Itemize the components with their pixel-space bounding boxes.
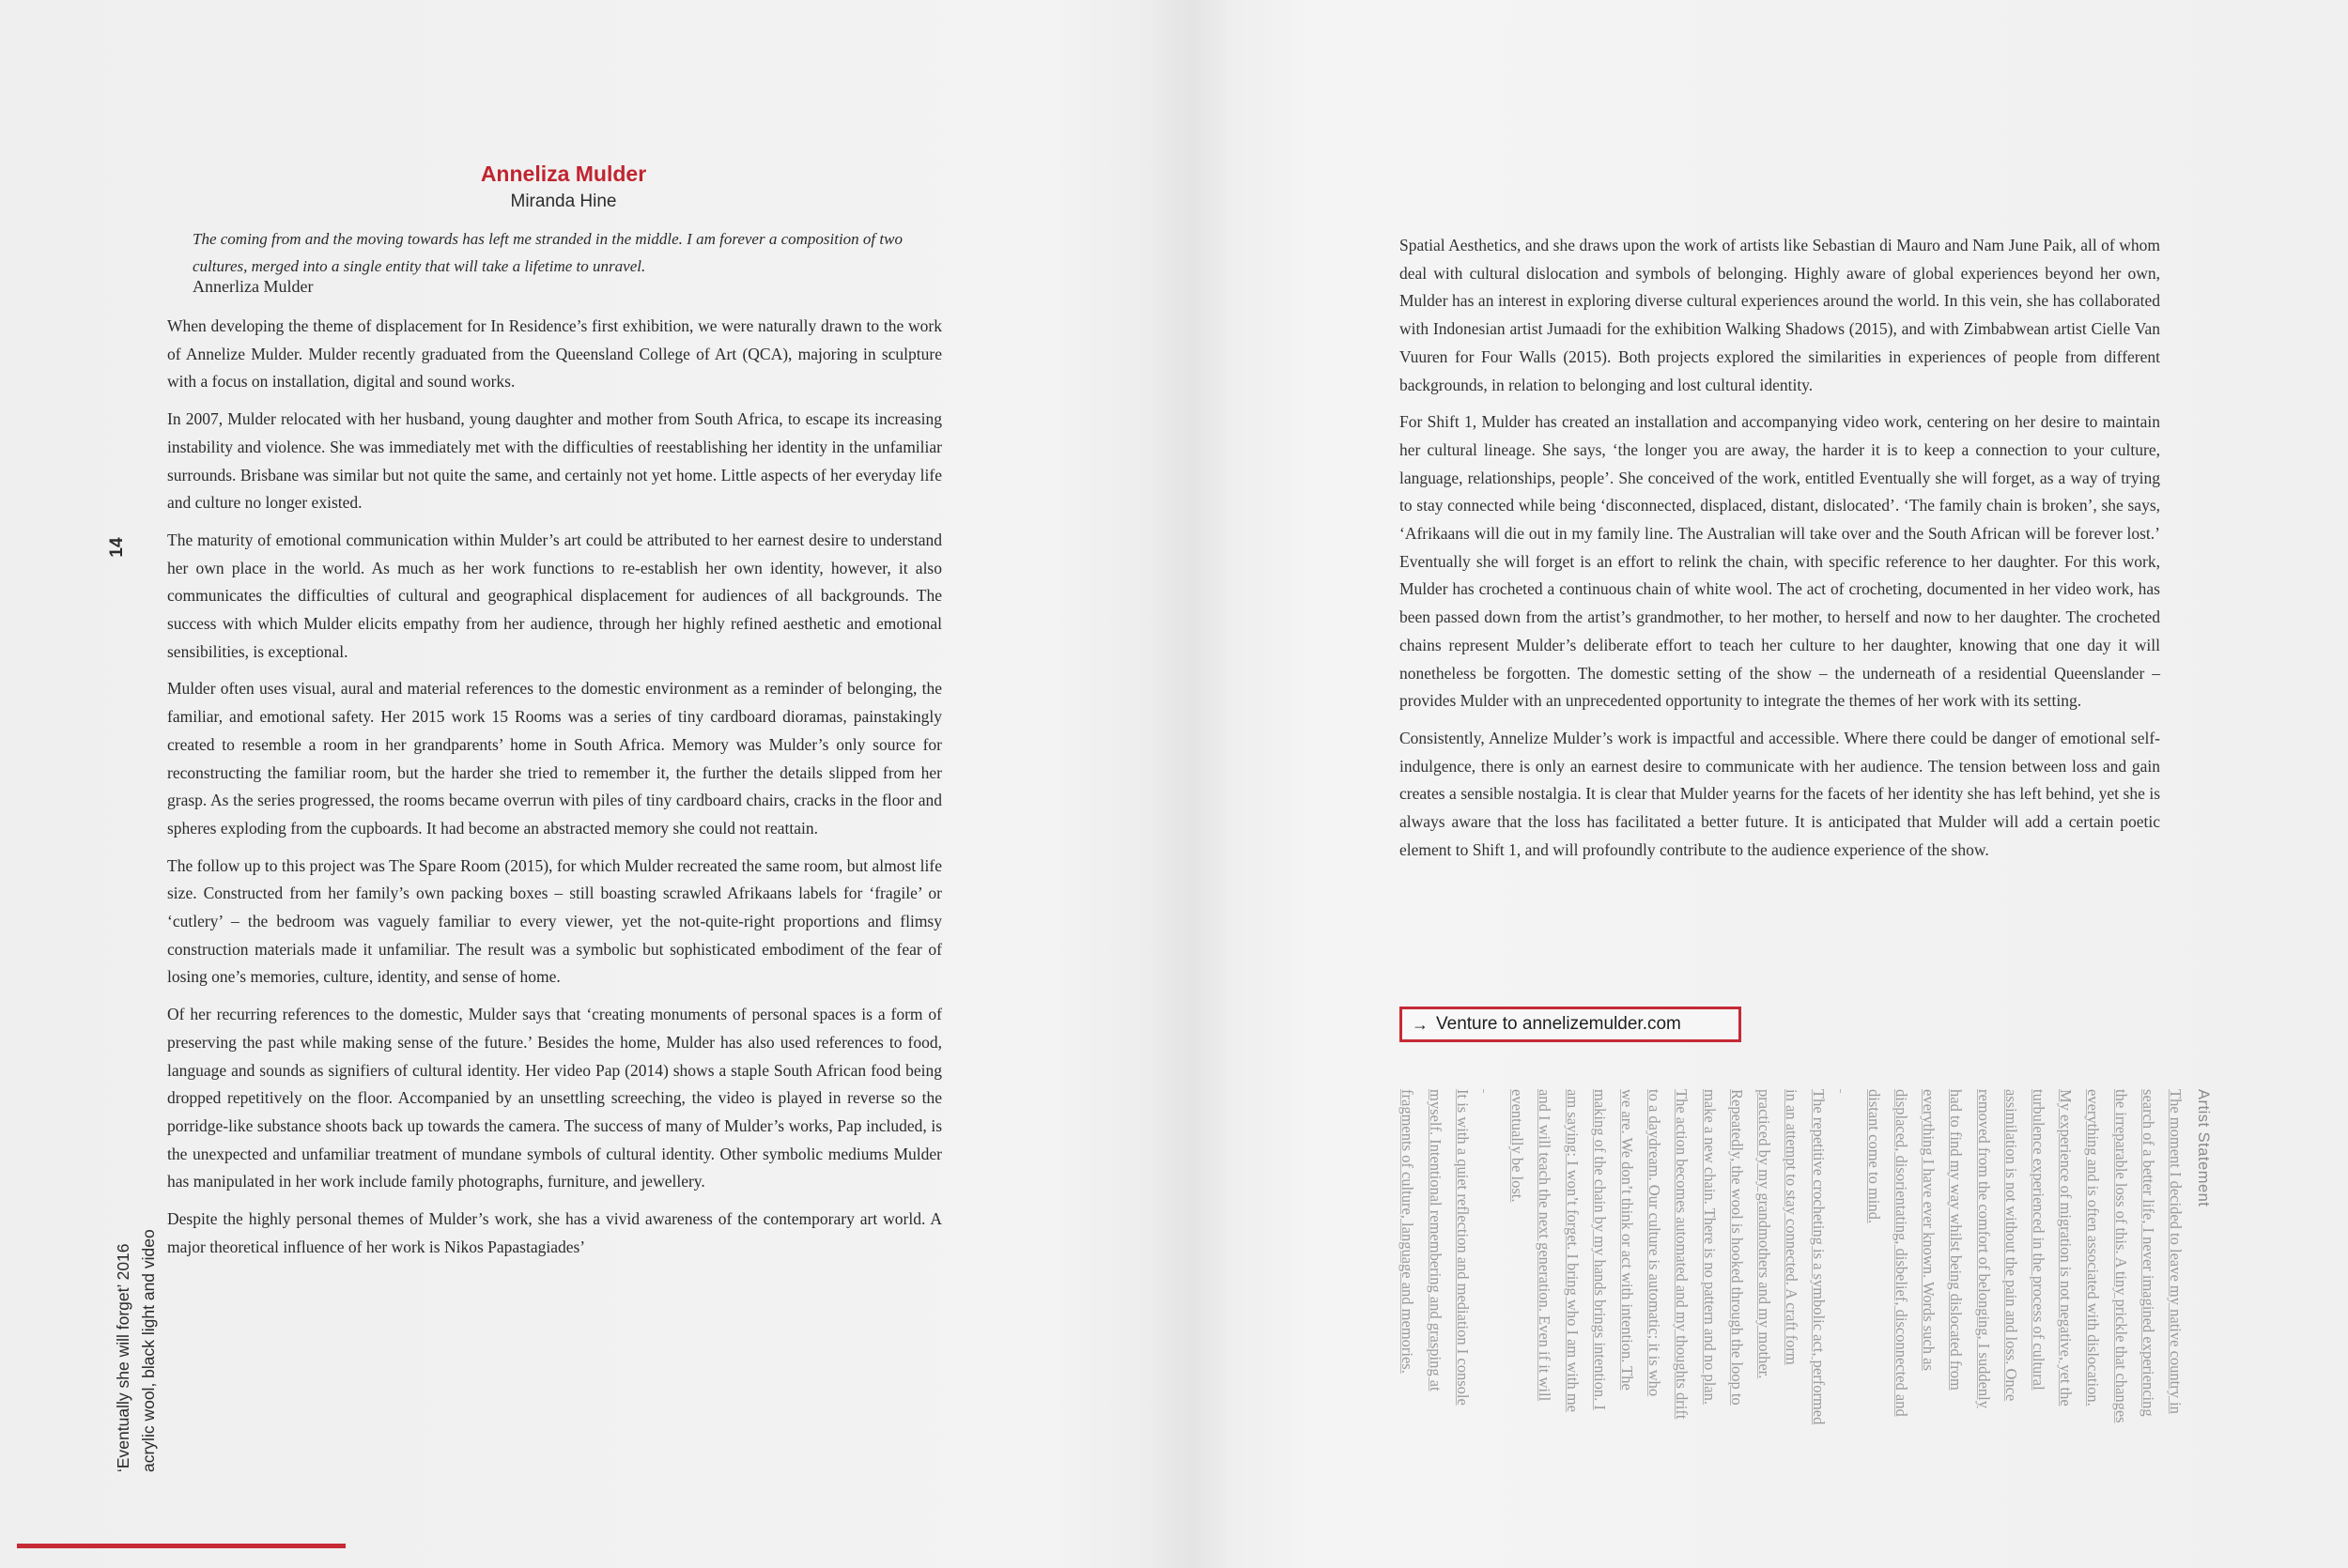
right-body-column <box>1399 232 2160 873</box>
body-paragraph: In 2007, Mulder relocated with her husband, young daughter and mother from South Africa, to escape its increasing instability and violence. She was immediately met with the difficulties of reestablishing her identity in the unfamiliar surrounds. Brisbane was similar but not quite the same, and certainly not yet home. Little aspects of her everyday life and culture no longer existed. <box>167 409 942 513</box>
artist-statement-line: and I will teach the next generation. Even if it will <box>1536 1089 1554 1402</box>
artist-statement <box>1398 1089 2217 1502</box>
artist-statement-line: The action becomes automated and my thoughts drift <box>1673 1089 1691 1420</box>
artist-statement-line: making of the chain by my hands brings intention. I <box>1590 1089 1609 1410</box>
article-title: Anneliza Mulder <box>480 161 647 186</box>
body-paragraph: Spatial Aesthetics, and she draws upon the work of artists like Sebastian di Mauro and Nam June Paik, all of whom deal with cultural dislocation and symbols of belonging. Highly aware of global experiences beyond her own, Mulder has an interest in exploring diverse cultural experiences around the world. In this vein, she has collaborated with Indonesian artist Jumaadi for the exhibition Walking Shadows (2015), and with Zimbabwean artist Cielle Van Vuuren for Four Walls (2015). Both projects explored the similarities in experiences of people from different backgrounds, in relation to belonging and lost cultural identity. <box>1399 236 2160 394</box>
artist-statement-line: The repetitive crocheting is a symbolic act, performed <box>1810 1089 1829 1425</box>
artist-statement-line: practiced by my grandmothers and my mother. <box>1754 1089 1773 1379</box>
caption-medium: acrylic wool, black light and video <box>139 1229 158 1472</box>
caption-title: ‘Eventually she will forget’ 2016 <box>114 1243 132 1472</box>
left-body-column <box>167 313 942 1262</box>
artist-statement-line: the irreparable loss of this. A tiny prickle that changes <box>2111 1089 2130 1423</box>
page-gutter <box>1151 0 1235 1568</box>
article-author: Miranda Hine <box>510 192 617 211</box>
arrow-right-icon: → <box>1412 1014 1429 1034</box>
artist-statement-line: removed from the comfort of belonging, I suddenly <box>1974 1089 1993 1408</box>
artist-statement-line <box>1476 1089 1504 1502</box>
artist-statement-line: assimilation is not without the pain and loss. Once <box>2001 1089 2020 1402</box>
artist-statement-line: make a new chain. There is no pattern and no plan. <box>1700 1089 1719 1405</box>
accent-rule <box>17 1544 346 1548</box>
artist-statement-heading: Artist Statement <box>2195 1089 2212 1207</box>
artist-statement-line: everything I have ever known. Words such as <box>1920 1089 1939 1371</box>
body-paragraph: Mulder often uses visual, aural and material references to the domestic environment as a reminder of belonging, the familiar, and emotional safety. Her 2015 work 15 Rooms was a series of tiny cardboard dioramas, painstakingly created to resemble a room in her grandparents’ home in South Africa. Memory was Mulder’s only source for reconstructing the familiar room, but the harder she tried to remember it, the further the details slipped from her grasp. As the series progressed, the rooms became overrun with piles of tiny cardboard chairs, cracks in the floor and spheres exploding from the cupboards. It had become an abstracted memory she could not reattain. <box>167 679 942 838</box>
artist-statement-line: to a daydream. Our culture is automatic; it is who <box>1645 1089 1664 1397</box>
artist-statement-line: turbulence experienced in the process of cultural <box>2029 1089 2047 1391</box>
artist-statement-line: had to find my way whilst being dislocated from <box>1947 1089 1966 1391</box>
artist-statement-line: we are. We don’t think or act with intention. The <box>1617 1089 1636 1391</box>
artist-website-link-label: Venture to annelizemulder.com <box>1436 1014 1681 1034</box>
body-paragraph: Consistently, Annelize Mulder’s work is impactful and accessible. Where there could be danger of emotional self-indulgence, there is only an earnest desire to communicate with her audience. The tension between loss and gain creates a sensible nostalgia. It is clear that Mulder yearns for the facets of her identity she has left behind, yet she is always aware that the loss has facilitated a better future. It is anticipated that Mulder will add a certain poetic element to Shift 1, and will profoundly contribute to the audience experience of the show. <box>1399 728 2160 859</box>
artist-statement-line: fragments of culture, language and memories. <box>1398 1089 1417 1374</box>
artist-statement-line: distant come to mind. <box>1864 1089 1883 1223</box>
page-number: 14 <box>107 537 127 558</box>
artist-statement-line: eventually be lost. <box>1508 1089 1527 1203</box>
image-caption <box>111 1162 162 1472</box>
epigraph-attribution: Annerliza Mulder <box>193 277 314 296</box>
body-paragraph: The maturity of emotional communication within Mulder’s art could be attributed to her earnest desire to understand her own place in the world. As much as her work functions to re-establish her own identity, however, it also communicates the difficulties of cultural and geographical displacement for audiences of all backgrounds. The success with which Mulder elicits empathy from her audience, through her highly refined aesthetic and emotional sensibilities, is exceptional. <box>167 530 942 661</box>
body-paragraph: Of her recurring references to the domestic, Mulder says that ‘creating monuments of personal spaces is a form of preserving the past while making sense of the future.’ Besides the home, Mulder has also used references to food, language and sounds as signifiers of cultural identity. Her video Pap (2014) shows a staple South African food being dropped repetitively on the floor. Accompanied by an unsettling screeching, the video is played in reverse so the porridge-like substance shoots back up towards the camera. The success of many of Mulder’s works, Pap included, is the unexpected and unfamiliar treatment of mundane symbols of cultural identity. Other symbolic mediums Mulder has manipulated in her work include family photographs, furniture, and jewellery. <box>167 1005 942 1191</box>
artist-statement-line: everything and is often associated with dislocation. <box>2084 1089 2103 1407</box>
artist-statement-line: in an attempt to stay connected. A craft form <box>1783 1089 1801 1365</box>
artist-statement-line: myself. Intentional remembering and grasping at <box>1426 1089 1444 1391</box>
artist-statement-rotated <box>1394 1089 2217 1502</box>
artist-statement-line: It is with a quiet reflection and mediation I console <box>1453 1089 1472 1406</box>
artist-statement-line: The moment I decided to leave my native country in <box>2167 1089 2185 1414</box>
epigraph-quote: The coming from and the moving towards has left me stranded in the middle. I am forever a composition of two cultures, merged into a single entity that will take a lifetime to unravel. <box>193 230 903 275</box>
artist-statement-line: Repeatedly, the wool is hooked through the loop to <box>1727 1089 1746 1406</box>
body-paragraph: Despite the highly personal themes of Mulder’s work, she has a vivid awareness of the contemporary art world. A major theoretical influence of her work is Nikos Papastagiades’ <box>167 1209 942 1256</box>
artist-website-link[interactable] <box>1399 1007 1741 1042</box>
artist-statement-line: displaced, disorientating, disbelief, disconnected and <box>1892 1089 1910 1417</box>
artist-statement-line: My experience of migration is not negative, yet the <box>2057 1089 2076 1407</box>
body-paragraph: When developing the theme of displacement for In Residence’s first exhibition, we were naturally drawn to the work of Annelize Mulder. Mulder recently graduated from the Queensland College of Art (QCA), majoring in sculpture with a focus on installation, digital and sound works. <box>167 316 942 392</box>
artist-statement-line <box>1832 1089 1860 1502</box>
artist-statement-line: search of a better life, I never imagined experiencing <box>2139 1089 2157 1417</box>
body-paragraph: The follow up to this project was The Spare Room (2015), for which Mulder recreated the same room, but almost life size. Constructed from her family’s own packing boxes – still boasting scrawled Afrikaans labels for ‘fragile’ or ‘cutlery’ – the bedroom was vaguely familiar to every viewer, yet the not-quite-right proportions and flimsy construction materials made it unfamiliar. The result was a symbolic but sophisticated embodiment of the fear of losing one’s memories, culture, identity, and sense of home. <box>167 855 942 987</box>
artist-statement-line: am saying: I won’t forget. I bring who I am with me <box>1563 1089 1582 1412</box>
body-paragraph: For Shift 1, Mulder has created an installation and accompanying video work, centering on her desire to maintain her cultural lineage. She says, ‘the longer you are away, the harder it is to keep a connection to your culture, language, relationships, people’. She conceived of the work, entitled Eventually she will forget, as a way of trying to stay connected while being ‘disconnected, displaced, distant, dislocated’. ‘The family chain is broken’, she says, ‘Afrikaans will die out in my family line. The Australian will take over and the South African will be forever lost.’ Eventually she will forget is an effort to relink the chain, with specific reference to her daughter. For this work, Mulder has crocheted a continuous chain of white wool. The act of crocheting, documented in her video work, has been passed down from the artist’s grandmother, to her mother, to herself and now to her daughter. The crocheted chains represent Mulder’s deliberate effort to teach her culture to her daughter, knowing that one day it will nonetheless be forgotten. The domestic setting of the show – the underneath of a residential Queenslander – provides Mulder with an unprecedented opportunity to integrate the themes of her work with its setting. <box>1399 412 2160 711</box>
